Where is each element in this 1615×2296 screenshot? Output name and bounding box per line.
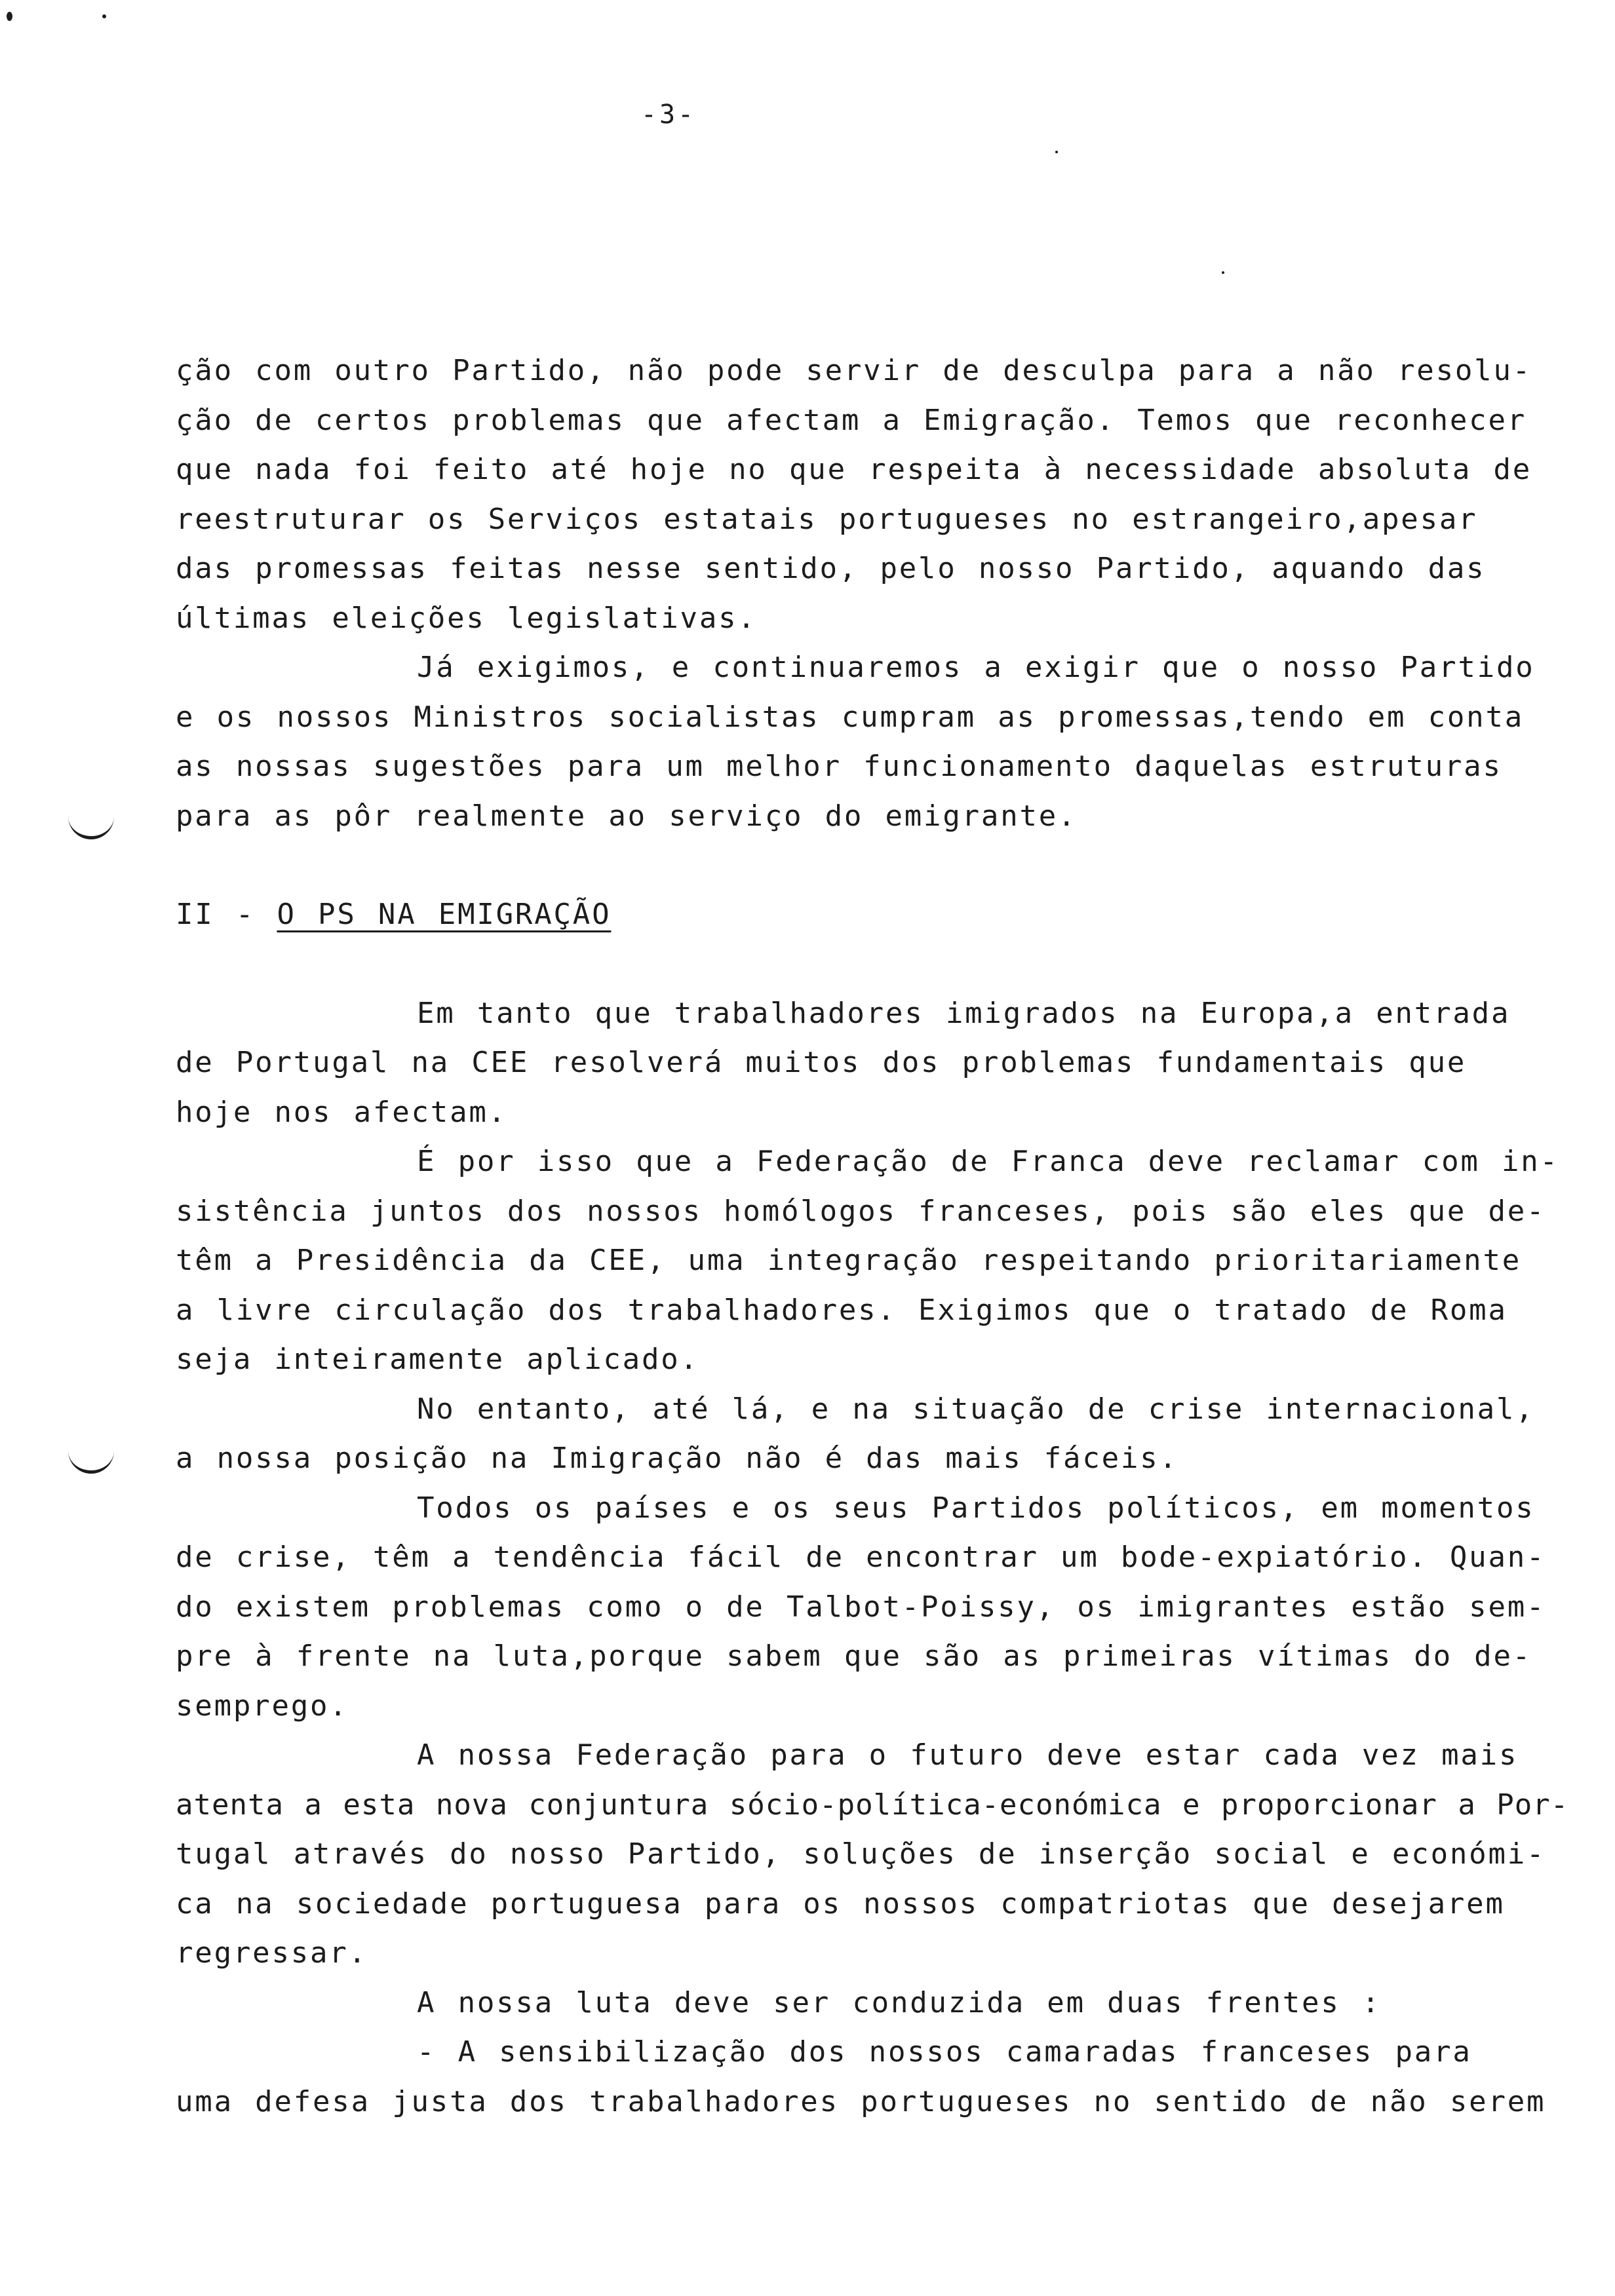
text-line: regressar. xyxy=(176,1936,368,1970)
section-heading xyxy=(176,890,1585,940)
text-line: ção de certos problemas que afectam a Emigração. Temos que reconhecer xyxy=(176,403,1527,437)
text-line: atenta a esta nova conjuntura sócio-política-económica e proporcionar a Por- xyxy=(176,1788,1569,1822)
text-line: Todos os países e os seus Partidos políticos, em momentos xyxy=(417,1491,1535,1525)
text-line: as nossas sugestões para um melhor funcionamento daquelas estruturas xyxy=(176,750,1502,783)
text-line: últimas eleições legislativas. xyxy=(176,601,757,635)
paragraph-3 xyxy=(176,989,1585,1138)
document-body xyxy=(176,346,1585,2126)
text-line: No entanto, até lá, e na situação de crise internacional, xyxy=(417,1392,1535,1426)
text-line: têm a Presidência da CEE, uma integração respeitando prioritariamente xyxy=(176,1244,1522,1277)
text-line: tugal através do nosso Partido, soluções de inserção social e económi- xyxy=(176,1837,1546,1871)
text-line: para as pôr realmente ao serviço do emigrante. xyxy=(176,799,1078,833)
text-line: ca na sociedade portuguesa para os nossos compatriotas que desejarem xyxy=(176,1886,1505,1921)
text-line: do existem problemas como o de Talbot-Poissy, os imigrantes estão sem- xyxy=(176,1590,1546,1624)
scan-speck xyxy=(1055,151,1058,153)
text-line: a nossa posição na Imigração não é das mais fáceis. xyxy=(176,1442,1178,1475)
text-line: A nossa Federação para o futuro deve estar cada vez mais xyxy=(417,1738,1519,1772)
paragraph-2 xyxy=(176,643,1585,841)
text-line: hoje nos afectam. xyxy=(176,1095,507,1129)
spacer xyxy=(176,841,1585,890)
paragraph-5 xyxy=(176,1385,1585,1483)
paragraph-7 xyxy=(176,1731,1585,1978)
scan-speck xyxy=(102,14,106,18)
text-line: Em tanto que trabalhadores imigrados na Europa,a entrada xyxy=(417,996,1511,1030)
paragraph-9 xyxy=(176,2027,1585,2126)
text-line: Já exigimos, e continuaremos a exigir que o nosso Partido xyxy=(417,651,1535,684)
margin-mark xyxy=(68,816,114,839)
text-line: das promessas feitas nesse sentido, pelo nosso Partido, aquando das xyxy=(176,552,1486,585)
text-line: É por isso que a Federação de Franca deve reclamar com in- xyxy=(417,1145,1559,1178)
spacer xyxy=(176,940,1585,989)
text-line: de Portugal na CEE resolverá muitos dos problemas fundamentais que xyxy=(176,1046,1467,1079)
text-line: uma defesa justa dos trabalhadores portugueses no sentido de não serem xyxy=(176,2084,1546,2118)
text-line: semprego. xyxy=(176,1689,349,1723)
text-line: e os nossos Ministros socialistas cumpram as promessas,tendo em conta xyxy=(176,700,1525,734)
section-title: O PS NA EMIGRAÇÃO xyxy=(277,898,612,931)
section-number: II - xyxy=(176,898,277,931)
paragraph-4 xyxy=(176,1137,1585,1385)
paragraph-6 xyxy=(176,1483,1585,1731)
page-number: -3- xyxy=(640,100,697,130)
paragraph-1 xyxy=(176,346,1585,643)
text-line: de crise, têm a tendência fácil de encontrar um bode-expiatório. Quan- xyxy=(176,1540,1546,1574)
text-line: a livre circulação dos trabalhadores. Exigimos que o tratado de Roma xyxy=(176,1293,1508,1327)
paragraph-8 xyxy=(176,1978,1585,2028)
text-line: seja inteiramente aplicado. xyxy=(176,1343,699,1376)
margin-mark xyxy=(68,1451,114,1474)
text-line: sistência juntos dos nossos homólogos franceses, pois são eles que de- xyxy=(176,1194,1546,1228)
text-line: pre à frente na luta,porque sabem que são as primeiras vítimas do de- xyxy=(176,1639,1532,1673)
text-line: que nada foi feito até hoje no que respeita à necessidade absoluta de xyxy=(176,453,1532,486)
text-line: reestruturar os Serviços estatais portugueses no estrangeiro,apesar xyxy=(176,502,1478,536)
text-line: ção com outro Partido, não pode servir de desculpa para a não resolu- xyxy=(176,354,1532,387)
text-line: - A sensibilização dos nossos camaradas franceses para xyxy=(417,2035,1472,2069)
scan-speck xyxy=(7,12,12,21)
scan-speck xyxy=(1222,271,1224,274)
text-line: A nossa luta deve ser conduzida em duas frentes : xyxy=(417,1985,1382,2019)
